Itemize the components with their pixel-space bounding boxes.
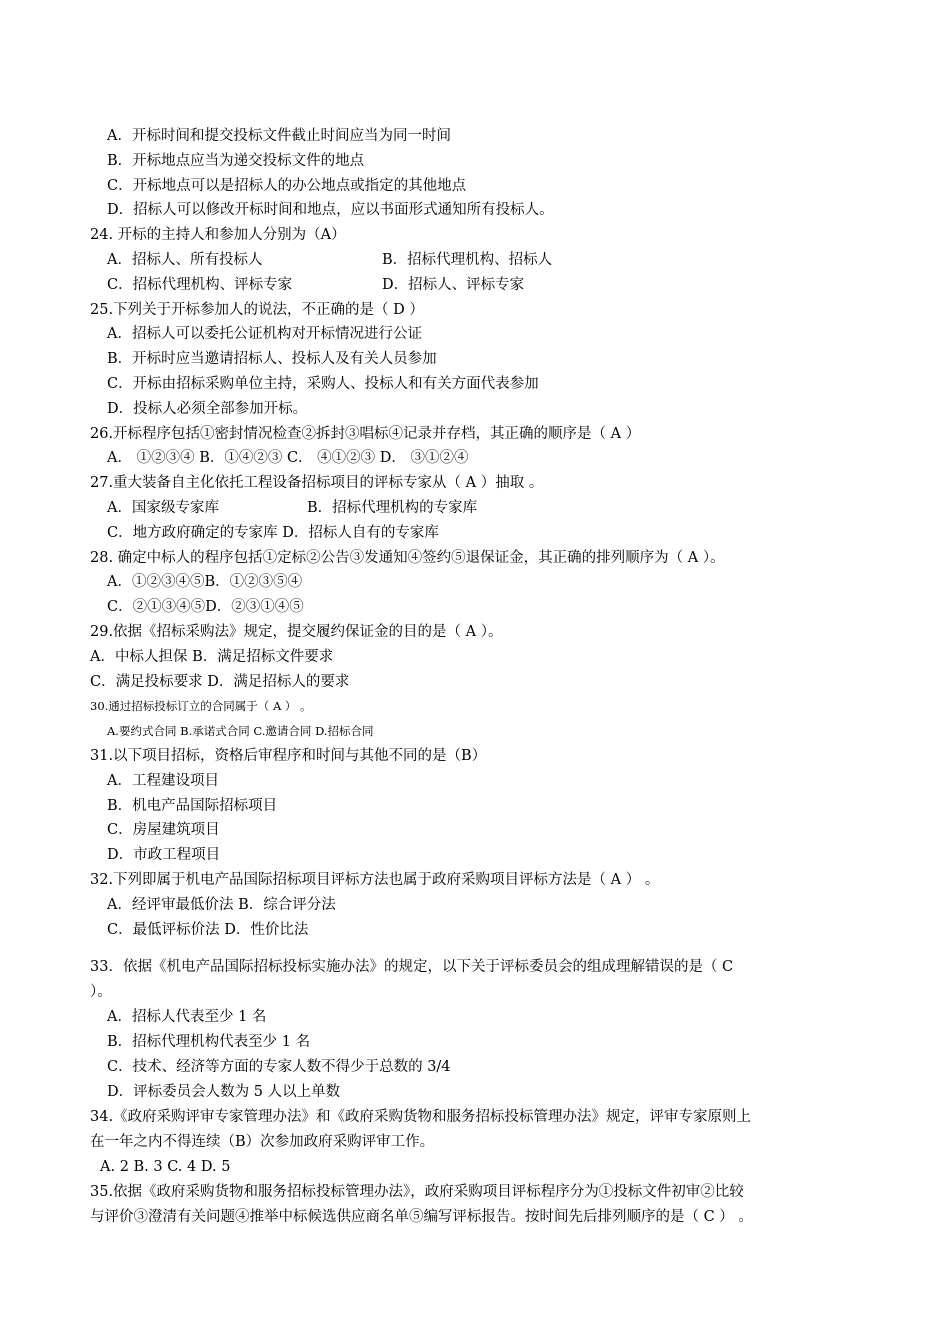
- q34-line2: 在一年之内不得连续（B）次参加政府采购评审工作。: [90, 1134, 435, 1150]
- text-line: C．地方政府确定的专家库 D．招标人自有的专家库: [107, 524, 439, 541]
- text-line: 25.下列关于开标参加人的说法，不正确的是（ D ）: [90, 301, 424, 318]
- text-line: C．房屋建筑项目: [107, 822, 220, 839]
- q33-option-a: A．招标人代表至少 1 名: [107, 1009, 267, 1025]
- text-line: A．招标人可以委托公证机构对开标情况进行公证: [107, 326, 422, 343]
- text-line: D．招标人可以修改开标时间和地点，应以书面形式通知所有投标人。: [107, 202, 554, 219]
- text-line: B．机电产品国际招标项目: [107, 797, 278, 814]
- text-line: 31.以下项目招标，资格后审程序和时间与其他不同的是（B）: [90, 747, 487, 764]
- text-line: A．工程建设项目: [107, 772, 219, 789]
- option-left: C．招标代理机构、评标专家: [107, 276, 293, 293]
- text-line: C．开标地点可以是招标人的办公地点或指定的其他地点: [107, 177, 467, 194]
- option-left: A．国家级专家库: [107, 499, 219, 516]
- text-line: 27.重大装备自主化依托工程设备招标项目的评标专家从（ A ）抽取 。: [90, 475, 544, 492]
- option-right: D．招标人、评标专家: [382, 276, 525, 293]
- text-line: 26.开标程序包括①密封情况检查②拆封③唱标④记录并存档，其正确的顺序是（ A ）: [90, 425, 641, 442]
- text-line: B．开标地点应当为递交投标文件的地点: [107, 152, 365, 169]
- text-line: A.要约式合同 B.承诺式合同 C.邀请合同 D.招标合同: [107, 724, 374, 739]
- q35-line1: 35.依据《政府采购货物和服务招标投标管理办法》，政府采购项目评标程序分为①投标文件初审②比较: [90, 1184, 744, 1200]
- text-line: 30.通过招标投标订立的合同属于（ A ） 。: [90, 699, 312, 714]
- q34-line1: 34.《政府采购评审专家管理办法》和《政府采购货物和服务招标投标管理办法》规定，评审专家原则上: [90, 1109, 752, 1125]
- text-line: A．经评审最低价法 B．综合评分法: [107, 896, 336, 913]
- text-line: 32.下列即属于机电产品国际招标项目评标方法也属于政府采购项目评标方法是（ A ） 。: [90, 871, 660, 888]
- text-line: C．最低评标价法 D．性价比法: [107, 921, 309, 938]
- text-line: 29.依据《招标采购法》规定，提交履约保证金的目的是（ A ）。: [90, 623, 503, 640]
- option-right: B．招标代理机构的专家库: [307, 499, 478, 516]
- text-line: [0, 496, 950, 521]
- q34-options: A. 2 B. 3 C. 4 D. 5: [100, 1159, 231, 1175]
- option-left: A．招标人、所有投标人: [107, 251, 263, 268]
- text-line: C．②①③④⑤D．②③①④⑤: [107, 599, 304, 616]
- text-line: [0, 248, 950, 273]
- text-line: B．开标时应当邀请招标人、投标人及有关人员参加: [107, 351, 437, 368]
- q33-line1: 33．依据《机电产品国际招标投标实施办法》的规定，以下关于评标委员会的组成理解错误的是（ C: [90, 959, 734, 975]
- text-line: A． ①②③④ B．①④②③ C． ④①②③ D． ③①②④: [107, 450, 469, 467]
- text-line: D．投标人必须全部参加开标。: [107, 400, 308, 417]
- q33-line2: ）。: [90, 984, 112, 1000]
- text-line: D．市政工程项目: [107, 847, 221, 864]
- q33-option-b: B．招标代理机构代表至少 1 名: [107, 1034, 311, 1050]
- option-right: B．招标代理机构、招标人: [382, 251, 553, 268]
- text-line: A．开标时间和提交投标文件截止时间应当为同一时间: [107, 128, 451, 144]
- text-line: 28. 确定中标人的程序包括①定标②公告③发通知④签约⑤退保证金，其正确的排列顺序为（ A ）。: [90, 549, 725, 566]
- text-line: A．①②③④⑤B．①②③⑤④: [107, 574, 303, 591]
- text-line: A．中标人担保 B．满足招标文件要求: [90, 648, 334, 665]
- q35-line2: 与评价③澄清有关问题④推举中标候选供应商名单⑤编写评标报告。按时间先后排列顺序的是（ C ） 。: [90, 1209, 753, 1225]
- q33-option-c: C．技术、经济等方面的专家人数不得少于总数的 3/4: [107, 1059, 451, 1075]
- text-line: 24. 开标的主持人和参加人分别为（A）: [90, 227, 346, 244]
- text-line: C．满足投标要求 D．满足招标人的要求: [90, 673, 350, 690]
- document-page: [0, 124, 950, 942]
- text-line: C．开标由招标采购单位主持，采购人、投标人和有关方面代表参加: [107, 375, 539, 392]
- q33-option-d: D．评标委员会人数为 5 人以上单数: [107, 1084, 341, 1100]
- text-line: [0, 273, 950, 298]
